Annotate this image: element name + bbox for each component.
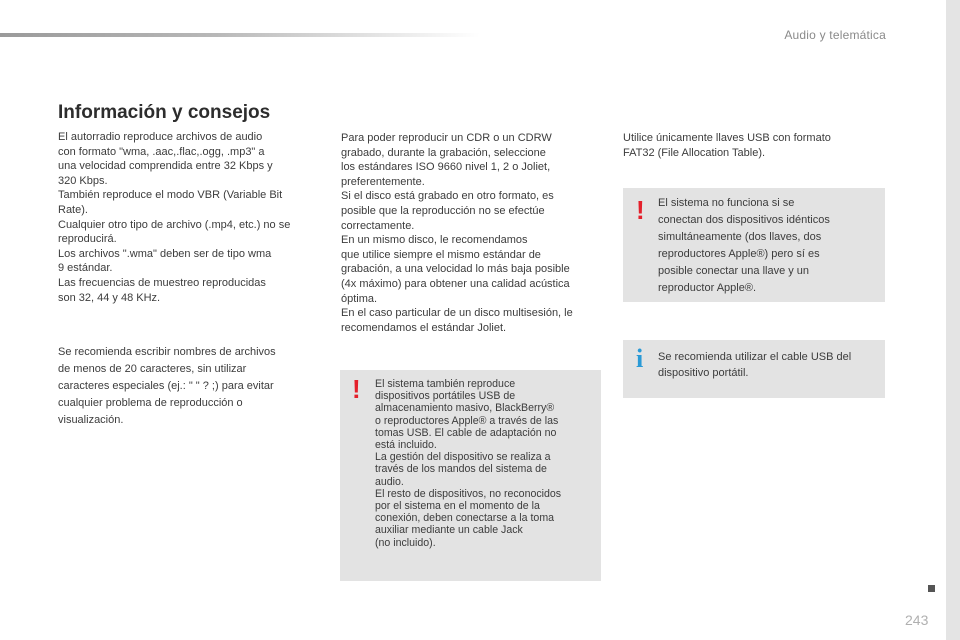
header-gradient-bar <box>0 33 480 37</box>
end-of-section-mark <box>928 585 935 592</box>
warning-icon: ! <box>352 374 361 404</box>
identical-devices-warning-box <box>623 188 885 302</box>
file-names-paragraph: Se recomienda escribir nombres de archivos de menos de 20 caracteres, sin utilizar caracteres especiales (ej.: " " ? ;) para evitar cualquier problema de reproducción o visualización. <box>58 346 276 426</box>
usb-devices-warning-text: El sistema también reproduce dispositivos portátiles USB de almacenamiento masivo, BlackBerry® o reproductores Apple® a través de las tomas USB. El cable de adaptación no está incluido. La gestión del dispositivo se realiza a través de los mandos del sistema de audio. El resto de dispositivos, no reconocidos por el sistema en el momento de la conexión, deben conectarse a la toma auxiliar mediante un cable Jack (no incluido). <box>375 378 562 549</box>
usb-cable-info-box <box>623 340 885 398</box>
usb-format-paragraph: Utilice únicamente llaves USB con formato FAT32 (File Allocation Table). <box>623 132 831 159</box>
section-label: Audio y telemática <box>784 28 886 42</box>
cd-recording-paragraph: Para poder reproducir un CDR o un CDRW grabado, durante la grabación, seleccione los estándares ISO 9660 nivel 1, 2 o Joliet, preferentemente. Si el disco está grabado en otro formato, es posible que la reproducción no se efectúe correctamente. En un mismo disco, le recomendamos que utilice siempre el mismo estándar de grabación, a una velocidad lo más baja posible (4x máximo) para obtener una calidad acústica óptima. En el caso particular de un disco multisesión, le recomendamos el estándar Joliet. <box>341 132 573 334</box>
usb-devices-warning-box <box>340 370 601 581</box>
identical-devices-warning-text: El sistema no funciona si se conectan dos dispositivos idénticos simultáneamente (dos llaves, dos reproductores Apple®) pero sí es posible conectar una llave y un reproductor Apple®. <box>658 197 830 294</box>
page-title: Información y consejos <box>58 102 271 123</box>
page-edge-strip <box>946 0 960 640</box>
info-icon: i <box>636 344 644 373</box>
usb-cable-info-text: Se recomienda utilizar el cable USB del dispositivo portátil. <box>658 351 852 379</box>
warning-icon: ! <box>636 195 645 225</box>
audio-formats-paragraph: El autorradio reproduce archivos de audio con formato "wma, .aac,.flac,.ogg, .mp3" a una velocidad comprendida entre 32 Kbps y 320 Kbps. También reproduce el modo VBR (Variable Bit Rate). Cualquier otro tipo de archivo (.mp4, etc.) no se reproducirá. Los archivos ".wma" deben ser de tipo wma 9 estándar. Las frecuencias de muestreo reproducidas son 32, 44 y 48 KHz. <box>58 131 291 304</box>
page-number: 243 <box>905 612 929 628</box>
